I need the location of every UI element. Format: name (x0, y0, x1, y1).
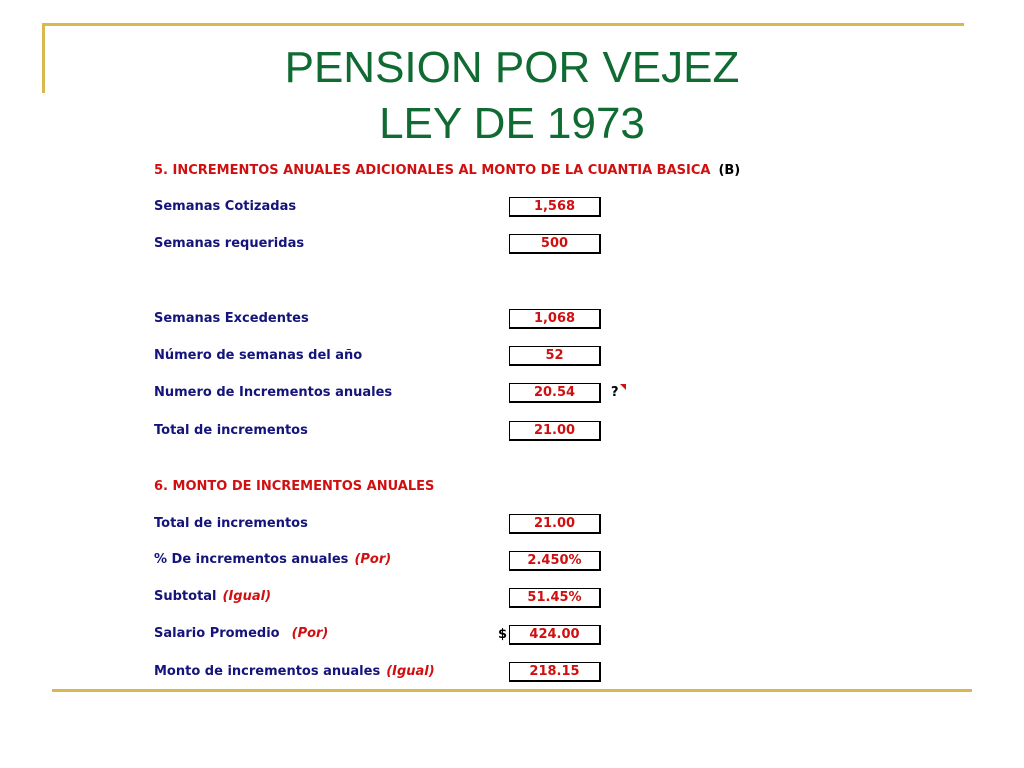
label-subtotal (154, 589, 271, 605)
value-porcentaje-incrementos: 2.450% (509, 551, 601, 571)
label-semanas-excedentes: Semanas Excedentes (154, 311, 309, 326)
value-total-incrementos: 21.00 (509, 421, 601, 441)
value-semanas-del-anio: 52 (509, 346, 601, 366)
label-semanas-del-anio: Número de semanas del año (154, 348, 363, 363)
frame-bottom-rule (52, 689, 972, 692)
label-total-incrementos: Total de incrementos (154, 423, 308, 438)
comment-flag-icon[interactable] (620, 384, 626, 390)
label-salario-promedio (154, 626, 328, 642)
value-semanas-excedentes: 1,068 (509, 309, 601, 329)
value-numero-incrementos: 20.54 (509, 383, 601, 403)
frame-top-rule (42, 23, 964, 26)
operator-igual-2: (Igual) (386, 664, 435, 679)
label-numero-incrementos: Numero de Incrementos anuales (154, 385, 393, 400)
value-total-incrementos-6: 21.00 (509, 514, 601, 534)
value-semanas-requeridas: 500 (509, 234, 601, 254)
label-semanas-requeridas: Semanas requeridas (154, 236, 305, 251)
subtotal-text: Subtotal (154, 589, 217, 604)
salario-promedio-text: Salario Promedio (154, 626, 280, 641)
currency-symbol: $ (498, 627, 508, 642)
label-porcentaje-incrementos (154, 552, 391, 568)
value-monto-incrementos: 218.15 (509, 662, 601, 682)
value-semanas-cotizadas: 1,568 (509, 197, 601, 217)
section5-heading-text: 5. INCREMENTOS ANUALES ADICIONALES AL MONTO DE LA CUANTIA BASICA (154, 163, 711, 178)
monto-incrementos-text: Monto de incrementos anuales (154, 664, 381, 679)
value-subtotal: 51.45% (509, 588, 601, 608)
label-total-incrementos-6: Total de incrementos (154, 516, 308, 531)
slide-title-line1: PENSION POR VEJEZ (284, 43, 740, 92)
section6-heading: 6. MONTO DE INCREMENTOS ANUALES (154, 479, 435, 494)
section5-heading (154, 163, 740, 179)
operator-igual: (Igual) (222, 589, 272, 604)
question-mark-note: ? (611, 385, 619, 400)
section5-tag: (B) (718, 163, 741, 178)
porcentaje-incrementos-text: % De incrementos anuales (154, 552, 349, 567)
slide-title-line2: LEY DE 1973 (379, 99, 645, 148)
operator-por-2: (Por) (291, 626, 329, 641)
value-salario-promedio: 424.00 (509, 625, 601, 645)
label-semanas-cotizadas: Semanas Cotizadas (154, 199, 297, 214)
operator-por: (Por) (354, 552, 392, 567)
label-monto-incrementos (154, 664, 435, 680)
